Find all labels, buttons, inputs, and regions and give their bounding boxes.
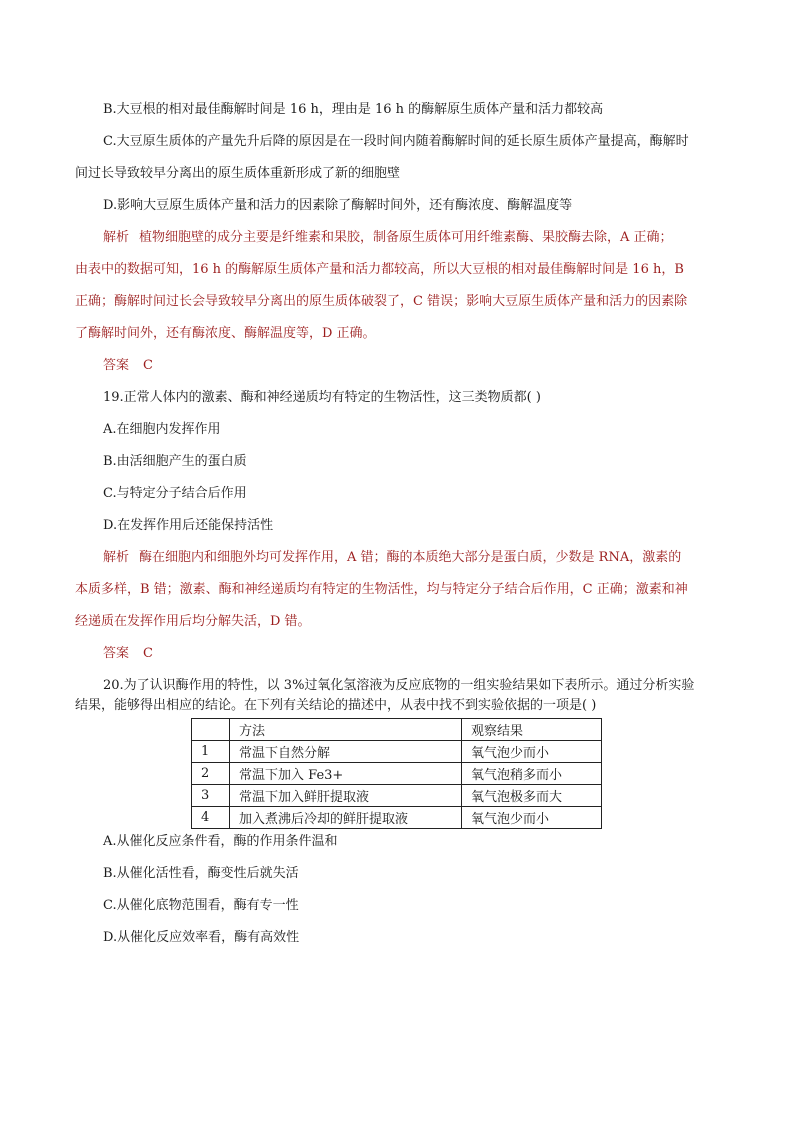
row-method: 常温下自然分解 xyxy=(230,741,462,763)
q18-explanation-line4: 了酶解时间外，还有酶浓度、酶解温度等，D 正确。 xyxy=(75,326,376,341)
q18-explanation-line2: 由表中的数据可知，16 h 的酶解原生质体产量和活力都较高，所以大豆根的相对最佳酶解时间是 16 h，B xyxy=(75,262,684,277)
q19-explanation-line3: 经递质在发挥作用后均分解失活，D 错。 xyxy=(75,614,311,629)
q19-option-a: A.在细胞内发挥作用 xyxy=(103,422,221,437)
q18-option-c-line2: 间过长导致较早分离出的原生质体重新形成了新的细胞壁 xyxy=(75,166,401,181)
row-index: 4 xyxy=(192,807,230,829)
q18-option-d: D.影响大豆原生质体产量和活力的因素除了酶解时间外，还有酶浓度、酶解温度等 xyxy=(103,198,573,213)
table-row xyxy=(192,807,602,829)
q19-answer-value: C xyxy=(143,646,153,661)
q18-option-c-line1: C.大豆原生质体的产量先升后降的原因是在一段时间内随着酶解时间的延长原生质体产量提高，酶解时 xyxy=(103,134,689,149)
row-result: 氧气泡少而小 xyxy=(462,807,602,829)
q19-explanation-label: 解析 xyxy=(103,550,130,565)
q18-explanation-line1 xyxy=(103,228,673,248)
header-result: 观察结果 xyxy=(462,719,602,741)
row-result: 氧气泡极多而大 xyxy=(462,785,602,807)
row-result: 氧气泡稍多而小 xyxy=(462,763,602,785)
q18-explanation-line3: 正确；酶解时间过长会导致较早分离出的原生质体破裂了，C 错误；影响大豆原生质体产量和活力的因素除 xyxy=(75,294,688,309)
q19-explanation-line1 xyxy=(103,548,681,568)
q18-answer-label: 答案 xyxy=(103,358,130,373)
q19-explanation-line2: 本质多样，B 错；激素、酶和神经递质均有特定的生物活性，均与特定分子结合后作用，C 正确；激素和神 xyxy=(75,582,688,597)
q19-option-b: B.由活细胞产生的蛋白质 xyxy=(103,454,247,469)
row-result: 氧气泡少而小 xyxy=(462,741,602,763)
q19-option-c: C.与特定分子结合后作用 xyxy=(103,486,247,501)
q18-answer xyxy=(103,356,153,376)
row-method: 加入煮沸后冷却的鲜肝提取液 xyxy=(230,807,462,829)
row-method: 常温下加入鲜肝提取液 xyxy=(230,785,462,807)
q20-option-b: B.从催化活性看，酶变性后就失活 xyxy=(103,866,299,881)
header-index xyxy=(192,719,230,741)
row-index: 1 xyxy=(192,741,230,763)
q19-answer xyxy=(103,644,153,664)
q18-option-b: B.大豆根的相对最佳酶解时间是 16 h，理由是 16 h 的酶解原生质体产量和活力都较高 xyxy=(103,102,604,117)
row-index: 2 xyxy=(192,763,230,785)
row-method: 常温下加入 Fe3+ xyxy=(230,763,462,785)
table-row xyxy=(192,785,602,807)
q20-option-a: A.从催化反应条件看，酶的作用条件温和 xyxy=(103,834,338,849)
q20-option-d: D.从催化反应效率看，酶有高效性 xyxy=(103,930,300,945)
q20-stem-line1: 20.为了认识酶作用的特性，以 3%过氧化氢溶液为反应底物的一组实验结果如下表所示。通过分析实验 xyxy=(103,678,695,693)
table-row xyxy=(192,741,602,763)
q18-answer-value: C xyxy=(143,358,153,373)
q19-option-d: D.在发挥作用后还能保持活性 xyxy=(103,518,274,533)
q20-stem-line2: 结果，能够得出相应的结论。在下列有关结论的描述中，从表中找不到实验依据的一项是( ) xyxy=(75,698,597,713)
q19-explanation-text1: 酶在细胞内和细胞外均可发挥作用，A 错；酶的本质绝大部分是蛋白质，少数是 RNA，激素的 xyxy=(139,550,682,565)
q19-answer-label: 答案 xyxy=(103,646,130,661)
q18-explanation-text1: 植物细胞壁的成分主要是纤维素和果胶，制备原生质体可用纤维素酶、果胶酶去除，A 正确； xyxy=(139,230,673,245)
table-header-row xyxy=(192,719,602,741)
header-method: 方法 xyxy=(230,719,462,741)
table-row xyxy=(192,763,602,785)
q20-option-c: C.从催化底物范围看，酶有专一性 xyxy=(103,898,299,913)
experiment-results-table xyxy=(191,718,602,829)
row-index: 3 xyxy=(192,785,230,807)
q18-explanation-label: 解析 xyxy=(103,230,130,245)
q19-stem: 19.正常人体内的激素、酶和神经递质均有特定的生物活性，这三类物质都( ) xyxy=(103,390,541,405)
